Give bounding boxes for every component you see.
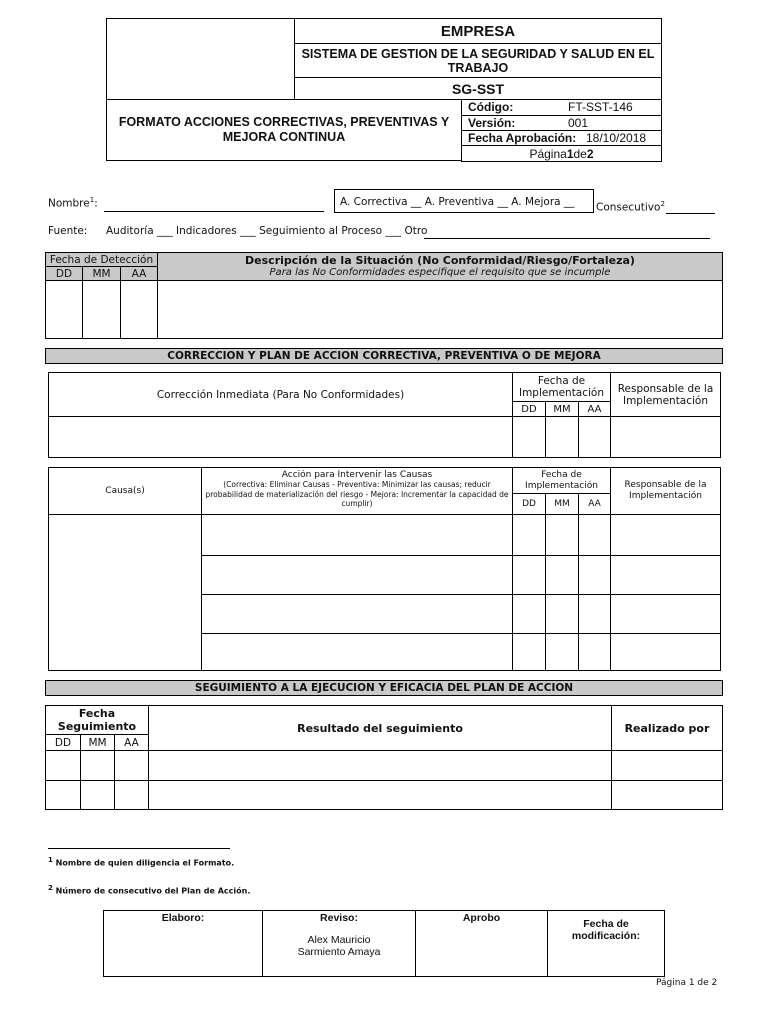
realizado-header: Realizado por bbox=[611, 705, 723, 751]
seg-row-dd[interactable] bbox=[45, 750, 81, 781]
fuente-label: Fuente: bbox=[48, 225, 88, 237]
seg-row-aa[interactable] bbox=[114, 780, 149, 810]
mm-header: MM bbox=[82, 266, 121, 281]
aa-cell[interactable] bbox=[120, 280, 158, 339]
accion-row-dd[interactable] bbox=[512, 514, 546, 556]
impl-dd-header: DD bbox=[512, 401, 546, 417]
section-plan-accion-title: CORRECCION Y PLAN DE ACCION CORRECTIVA, PREVENTIVA O DE MEJORA bbox=[45, 348, 723, 364]
seg-row-resultado[interactable] bbox=[148, 780, 612, 810]
tipo-accion-box[interactable]: A. Correctiva __ A. Preventiva __ A. Mejora __ bbox=[334, 189, 594, 213]
pagina-total: 2 bbox=[586, 146, 594, 161]
form-title: FORMATO ACCIONES CORRECTIVAS, PREVENTIVAS Y MEJORA CONTINUA bbox=[106, 99, 462, 161]
fecha-seguimiento-header: Fecha Seguimiento bbox=[45, 705, 149, 735]
accion-row-cell[interactable] bbox=[201, 514, 513, 556]
fecha-aprobacion-row bbox=[461, 130, 662, 146]
seg-row-aa[interactable] bbox=[114, 750, 149, 781]
causas-header: Causa(s) bbox=[48, 467, 202, 515]
causas-fecha-impl-header: Fecha de Implementación bbox=[512, 467, 611, 494]
accion-row-mm[interactable] bbox=[545, 633, 579, 671]
accion-row-dd[interactable] bbox=[512, 633, 546, 671]
elaboro-label: Elaboro: bbox=[161, 912, 205, 924]
accion-row-responsable[interactable] bbox=[610, 514, 721, 556]
seg-row-mm[interactable] bbox=[80, 750, 115, 781]
accion-row-mm[interactable] bbox=[545, 555, 579, 595]
resultado-header: Resultado del seguimiento bbox=[148, 705, 612, 751]
page-footer: Página 1 de 2 bbox=[656, 978, 718, 988]
footnote-2: $^2$ Número de consecutivo del Plan de Acción. bbox=[48, 884, 251, 896]
accion-row-responsable[interactable] bbox=[610, 633, 721, 671]
accion-row-dd[interactable] bbox=[512, 555, 546, 595]
accion-desc: (Correctiva: Eliminar Causas - Preventiva: Minimizar las causas; reducir probabilidad de materialización del riesgo - Mejora: Incrementar la capacidad de cumplir) bbox=[205, 480, 509, 508]
section-seguimiento-title: SEGUIMIENTO A LA EJECUCION Y EFICACIA DEL PLAN DE ACCION bbox=[45, 680, 723, 696]
fecha-aprobacion-value: 18/10/2018 bbox=[586, 131, 647, 145]
footnote-divider bbox=[48, 848, 230, 849]
nombre-label: Nombre$^1$: bbox=[48, 196, 98, 210]
seg-row-realizado[interactable] bbox=[611, 780, 723, 810]
dd-header: DD bbox=[45, 266, 83, 281]
reviso-cell bbox=[262, 910, 416, 977]
accion-title: Acción para Intervenir las Causas bbox=[281, 470, 433, 480]
aprobo-label: Aprobo bbox=[462, 912, 501, 924]
accion-row-aa[interactable] bbox=[578, 514, 611, 556]
causas-cell[interactable] bbox=[48, 514, 202, 671]
aa-header: AA bbox=[120, 266, 158, 281]
pagina-pre: Página bbox=[529, 146, 567, 161]
consecutivo-field[interactable] bbox=[666, 213, 715, 214]
descripcion-subtitle: Para las No Conformidades especifique el requisito que se incumple bbox=[269, 267, 611, 278]
codigo-value: FT-SST-146 bbox=[568, 100, 633, 114]
aprobo-cell bbox=[415, 910, 548, 977]
seg-row-resultado[interactable] bbox=[148, 750, 612, 781]
accion-row-dd[interactable] bbox=[512, 594, 546, 634]
mm-cell[interactable] bbox=[82, 280, 121, 339]
causas-dd-header: DD bbox=[512, 493, 546, 515]
nombre-field[interactable] bbox=[104, 211, 324, 212]
fecha-deteccion-header: Fecha de Detección bbox=[45, 252, 158, 267]
accion-row-cell[interactable] bbox=[201, 633, 513, 671]
otro-field[interactable] bbox=[424, 238, 710, 239]
accion-row-cell[interactable] bbox=[201, 594, 513, 634]
accion-row-mm[interactable] bbox=[545, 514, 579, 556]
descripcion-title: Descripción de la Situación (No Conformidad/Riesgo/Fortaleza) bbox=[245, 254, 635, 267]
dd-cell[interactable] bbox=[45, 280, 83, 339]
pagina-row bbox=[461, 145, 662, 162]
accion-row-responsable[interactable] bbox=[610, 555, 721, 595]
impl-aa-header: AA bbox=[578, 401, 611, 417]
seg-aa-header: AA bbox=[114, 734, 149, 751]
seg-row-dd[interactable] bbox=[45, 780, 81, 810]
footnote-1: $^1$ Nombre de quien diligencia el Formato. bbox=[48, 856, 235, 868]
seg-dd-header: DD bbox=[45, 734, 81, 751]
correccion-responsable-cell[interactable] bbox=[610, 416, 721, 458]
causas-aa-header: AA bbox=[578, 493, 611, 515]
version-value: 001 bbox=[568, 116, 589, 130]
accion-row-aa[interactable] bbox=[578, 633, 611, 671]
system-name: SISTEMA DE GESTION DE LA SEGURIDAD Y SALUD EN EL TRABAJO bbox=[294, 43, 662, 78]
logo-cell bbox=[106, 18, 295, 100]
version-row bbox=[461, 115, 662, 131]
accion-row-mm[interactable] bbox=[545, 594, 579, 634]
causas-responsable-header: Responsable de la Implementación bbox=[610, 467, 721, 515]
elaboro-cell bbox=[103, 910, 263, 977]
correccion-dd-cell[interactable] bbox=[512, 416, 546, 458]
accion-row-responsable[interactable] bbox=[610, 594, 721, 634]
descripcion-cell[interactable] bbox=[157, 280, 723, 339]
correccion-header: Corrección Inmediata (Para No Conformidades) bbox=[48, 372, 513, 417]
fecha-aprobacion-label: Fecha Aprobación: bbox=[468, 131, 577, 145]
reviso-name: Alex Mauricio Sarmiento Amaya bbox=[297, 934, 381, 958]
consecutivo-label: Consecutivo$^2$ bbox=[596, 200, 665, 214]
correccion-aa-cell[interactable] bbox=[578, 416, 611, 458]
accion-row-aa[interactable] bbox=[578, 594, 611, 634]
responsable-header: Responsable de la Implementación bbox=[610, 372, 721, 417]
company-name: EMPRESA bbox=[294, 18, 662, 44]
codigo-row bbox=[461, 99, 662, 116]
seg-mm-header: MM bbox=[80, 734, 115, 751]
codigo-label: Código: bbox=[468, 100, 514, 114]
fuente-options[interactable]: Auditoría ___ Indicadores ___ Seguimiento al Proceso ___ Otro bbox=[106, 225, 428, 237]
sgsst-label: SG-SST bbox=[294, 77, 662, 100]
fecha-modificacion-cell bbox=[547, 910, 665, 977]
version-label: Versión: bbox=[468, 116, 516, 130]
fecha-impl-header: Fecha de Implementación bbox=[512, 372, 611, 402]
correccion-cell[interactable] bbox=[48, 416, 513, 458]
seg-row-mm[interactable] bbox=[80, 780, 115, 810]
reviso-label: Reviso: bbox=[320, 912, 358, 924]
descripcion-header bbox=[157, 252, 723, 281]
pagina-num: 1 bbox=[566, 146, 574, 161]
correccion-mm-cell[interactable] bbox=[545, 416, 579, 458]
accion-header bbox=[201, 467, 513, 515]
impl-mm-header: MM bbox=[545, 401, 579, 417]
fecha-modificacion-label: Fecha de modificación: bbox=[571, 918, 641, 942]
accion-row-cell[interactable] bbox=[201, 555, 513, 595]
seg-row-realizado[interactable] bbox=[611, 750, 723, 781]
pagina-mid: de bbox=[573, 146, 587, 161]
accion-row-aa[interactable] bbox=[578, 555, 611, 595]
causas-mm-header: MM bbox=[545, 493, 579, 515]
